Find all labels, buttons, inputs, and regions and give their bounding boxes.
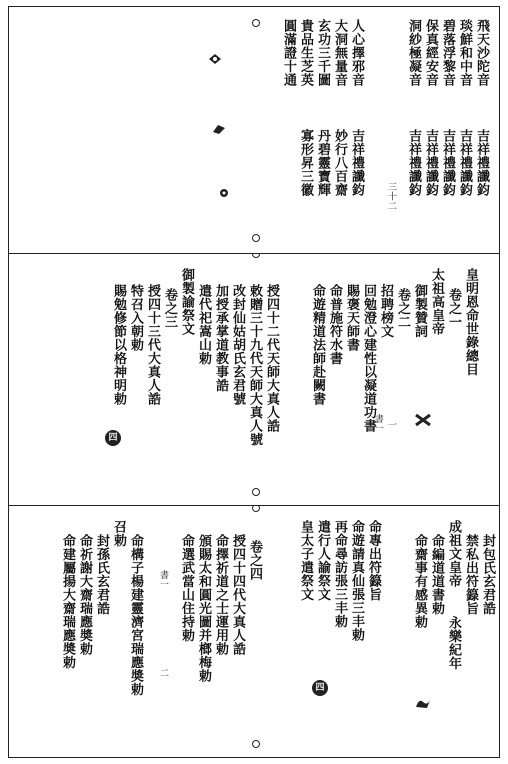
folio-mark: 書一	[373, 414, 383, 433]
binding-hole-icon	[252, 740, 260, 748]
binding-hole-icon	[252, 19, 260, 27]
contents-line: 卷之三	[162, 288, 177, 329]
contents-line: 遣代祀嵩山勅	[196, 284, 211, 365]
contents-line: 頒賜太和圓光圖并榔梅勅	[196, 534, 211, 683]
stamp-mark-icon	[414, 412, 432, 432]
contents-line: 賜褒天師書	[344, 284, 359, 352]
contents-line: 卷之一	[446, 288, 461, 329]
catalog-line: 吉祥禮讖鈞	[349, 129, 364, 197]
contents-line: 皇太子遣祭文	[298, 520, 313, 601]
folio-mark: 三十二	[386, 182, 396, 211]
contents-line: 命編道道書勅	[429, 534, 444, 615]
binding-hole-icon	[252, 506, 260, 512]
catalog-line: 飛天沙陀音	[474, 19, 489, 87]
inline-note: 永樂紀年	[446, 616, 461, 670]
contents-line: 召勅	[111, 520, 126, 547]
punch-mark-icon	[219, 183, 229, 202]
contents-line: 命專出符籙旨	[366, 520, 381, 601]
page-seal: 四	[312, 680, 328, 696]
contents-line: 遣行人諭祭文	[315, 520, 330, 601]
contents-panel-bottom	[8, 506, 500, 758]
contents-line: 命擇祈道之士運用勅	[213, 534, 228, 656]
ink-blot-icon	[415, 694, 431, 713]
catalog-panel-top	[8, 6, 500, 254]
contents-line: 特召入朝勅	[128, 284, 143, 352]
catalog-line: 碧落浮黎音	[440, 19, 455, 87]
binding-hole-icon	[252, 488, 260, 496]
catalog-line: 吉祥禮讖鈞	[406, 129, 421, 197]
catalog-line: 寡形昇三徽	[298, 129, 313, 197]
catalog-line: 圓滿證十通	[281, 19, 296, 87]
binding-hole-icon	[252, 234, 260, 242]
catalog-line: 丹碧靈寶輝	[315, 129, 330, 197]
contents-line: 卷之四	[247, 540, 262, 581]
contents-line: 卷之二	[395, 288, 410, 329]
contents-line: 封包氏玄君誥	[480, 534, 495, 615]
contents-line: 命構子楊建靈濟宮瑞應奬勅	[128, 534, 143, 696]
contents-line: 封孫氏玄君誥	[94, 534, 109, 615]
contents-line: 命建屬揚大齋瑞應奬勅	[60, 534, 75, 669]
contents-line: 授四十四代大真人誥	[230, 534, 245, 656]
contents-line: 回勉澄心建性以凝道功書	[361, 284, 376, 433]
catalog-line: 大洞無量音	[332, 19, 347, 87]
contents-line: 改封仙姑胡氏玄君號	[230, 284, 245, 406]
catalog-line: 貴品生芝英	[298, 19, 313, 87]
contents-panel-middle	[8, 254, 500, 506]
catalog-line: 人心擇邪音	[349, 19, 364, 87]
contents-line: 再命尋訪張三丰勅	[332, 520, 347, 628]
contents-line: 命祈謝大齋瑞應奬勅	[77, 534, 92, 656]
folio-mark: 一	[386, 420, 396, 430]
contents-line: 加授承掌道教事誥	[213, 284, 228, 392]
catalog-line: 吉祥禮讖鈞	[440, 129, 455, 197]
contents-line: 授四十三代大真人誥	[145, 284, 160, 406]
contents-line: 賜勉修節以格神明勅	[111, 284, 126, 406]
contents-line: 成祖文皇帝	[446, 520, 461, 588]
binding-hole-icon	[252, 254, 260, 258]
contents-line: 命遊請真仙張三丰勅	[349, 520, 364, 642]
catalog-line: 吉祥禮讖鈞	[474, 129, 489, 197]
catalog-line: 妙行八百齋	[332, 129, 347, 197]
contents-line: 命普施符水書	[327, 284, 342, 365]
contents-line: 命遊精道法師赴闕書	[310, 284, 325, 406]
catalog-line: 玄功三千圖	[315, 19, 330, 87]
catalog-line: 洞紗極凝音	[406, 19, 421, 87]
catalog-line: 保真經安音	[423, 19, 438, 87]
contents-line: 授四十二代天師大真人誥	[264, 284, 279, 433]
contents-line: 太祖高皇帝	[429, 268, 444, 336]
folio-mark: 二	[158, 668, 168, 678]
contents-line: 御製贊詞	[412, 284, 427, 338]
folio-mark: 書一	[158, 570, 168, 589]
contents-line: 皇明恩命世錄總目	[463, 268, 478, 376]
stamp-mark-icon	[207, 51, 223, 70]
contents-line: 敕贈三十九代天師大真人號	[247, 284, 262, 446]
contents-line: 命選武當山住持勅	[179, 534, 194, 642]
contents-line: 招聘榜文	[378, 284, 393, 338]
catalog-line: 吉祥禮讖鈞	[457, 129, 472, 197]
page-seal: 四	[105, 430, 121, 446]
catalog-line: 吉祥禮讖鈞	[423, 129, 438, 197]
catalog-line: 琰鮮和中音	[457, 19, 472, 87]
ink-blot-icon	[212, 120, 226, 139]
contents-line: 御製諭祭文	[179, 268, 194, 336]
contents-line: 命齋事有感異勅	[412, 534, 427, 629]
contents-line: 禁私出符籙旨	[463, 534, 478, 615]
